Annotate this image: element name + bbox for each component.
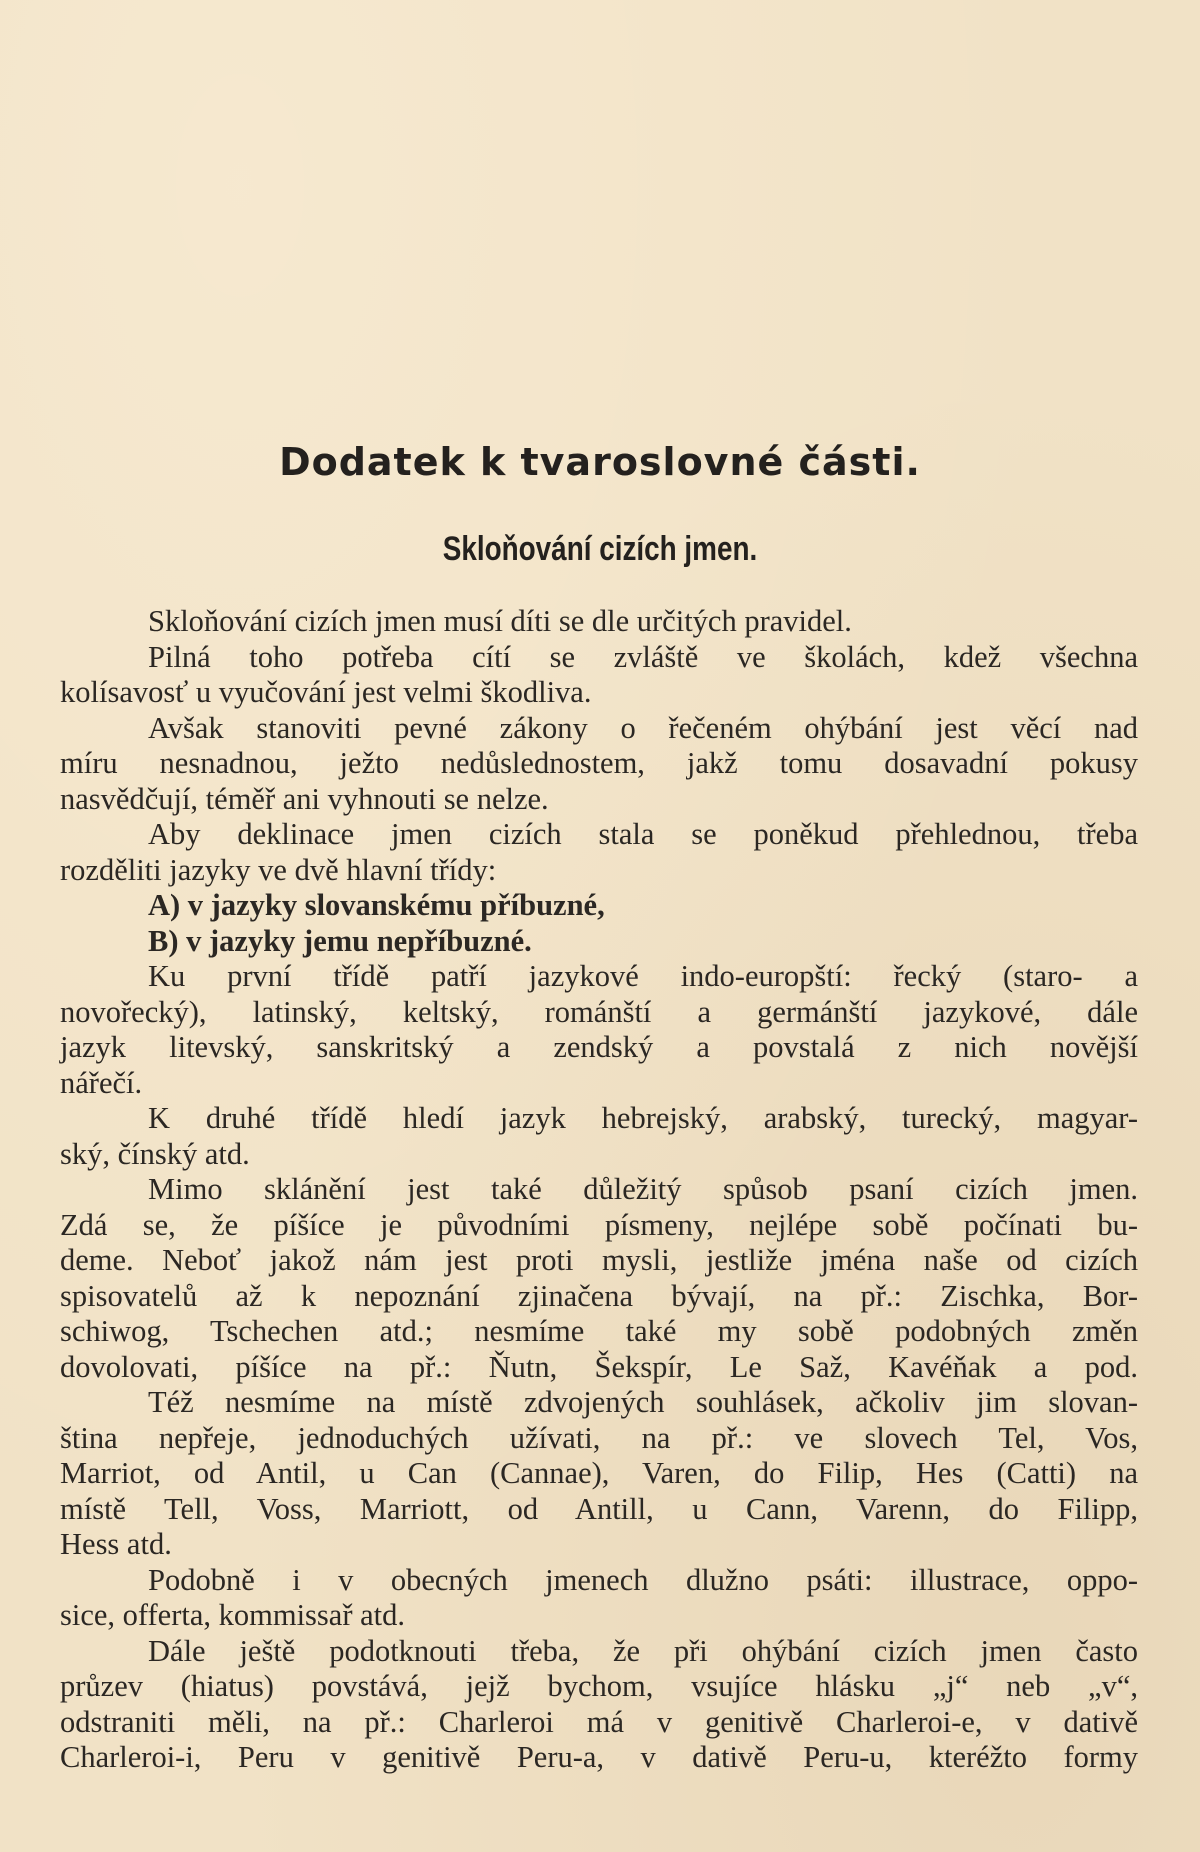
text-line: K druhé třídě hledí jazyk hebrejský, arabský, turecký, magyar- xyxy=(148,1101,1138,1135)
text-line: Ku první třídě patří jazykové indo-europští: řecký (staro- a xyxy=(148,959,1138,993)
text-line: ský, čínský atd. xyxy=(60,1136,250,1171)
text-line: novořecký), latinský, keltský, románští a germánští jazykové, dále xyxy=(60,994,1138,1029)
text-line: místě Tell, Voss, Marriott, od Antill, u Cann, Varenn, do Filipp, xyxy=(60,1491,1138,1526)
text-line: deme. Neboť jakož nám jest proti mysli, jestliže jména naše od cizích xyxy=(60,1243,1138,1277)
text-line: nářečí. xyxy=(60,1065,143,1100)
text-line: dovolovati, píšíce na př.: Ňutn, Šekspír, Le Saž, Kavéňak a pod. xyxy=(60,1349,1138,1384)
text-line: Skloňování cizích jmen musí díti se dle určitých pravidel. xyxy=(148,604,852,638)
text-line: Charleroi-i, Peru v genitivě Peru-a, v dativě Peru-u, kteréžto formy xyxy=(60,1740,1138,1774)
text-line: Zdá se, že píšíce je původními písmeny, nejlépe sobě počínati bu- xyxy=(60,1207,1138,1242)
text-line: rozděliti jazyky ve dvě hlavní třídy: xyxy=(60,852,497,887)
text-line: Mimo sklánění jest také důležitý spůsob psaní cizích jmen. xyxy=(148,1172,1138,1206)
text-line: Pilná toho potřeba cítí se zvláště ve školách, kdež všechna xyxy=(148,639,1138,674)
text-line: ština nepřeje, jednoduchých užívati, na př.: ve slovech Tel, Vos, xyxy=(60,1420,1138,1455)
text-line: nasvědčují, téměř ani vyhnouti se nelze. xyxy=(60,781,549,816)
text-line: Dále ještě podotknouti třeba, že při ohýbání cizích jmen často xyxy=(148,1633,1138,1668)
text-line: Avšak stanoviti pevné zákony o řečeném ohýbání jest věcí nad xyxy=(148,710,1138,745)
text-line: Marriot, od Antil, u Can (Cannae), Varen, do Filip, Hes (Catti) na xyxy=(60,1456,1138,1490)
text-line: Aby deklinace jmen cizích stala se poněkud přehlednou, třeba xyxy=(148,817,1138,851)
text-line: A) v jazyky slovanskému příbuzné, xyxy=(148,888,605,922)
text-line: schiwog, Tschechen atd.; nesmíme také my sobě podobných změn xyxy=(60,1314,1138,1348)
text-line: kolísavosť u vyučování jest velmi škodliva. xyxy=(60,675,592,709)
body-text xyxy=(60,604,1138,1776)
page-title: Dodatek k tvaroslovné části. xyxy=(279,440,921,484)
text-line: míru nesnadnou, ježto nedůslednostem, jakž tomu dosavadní pokusy xyxy=(60,746,1138,780)
text-line: B) v jazyky jemu nepříbuzné. xyxy=(148,923,532,958)
text-line: spisovatelů až k nepoznání zjinačena bývají, na př.: Zischka, Bor- xyxy=(60,1278,1138,1313)
text-line: Podobně i v obecných jmenech dlužno psáti: illustrace, oppo- xyxy=(148,1562,1138,1597)
text-line: odstraniti měli, na př.: Charleroi má v genitivě Charleroi-e, v dativě xyxy=(60,1704,1138,1739)
text-line: jazyk litevský, sanskritský a zendský a povstalá z nich novější xyxy=(60,1030,1138,1064)
text-line: Též nesmíme na místě zdvojených souhlásek, ačkoliv jim slovan- xyxy=(148,1385,1138,1419)
text-line: průzev (hiatus) povstává, jejž bychom, vsujíce hlásku „j“ neb „v“, xyxy=(60,1669,1138,1703)
section-title: Skloňování cizích jmen. xyxy=(442,530,758,568)
text-line: sice, offerta, kommissař atd. xyxy=(60,1598,406,1632)
text-line: Hess atd. xyxy=(60,1527,172,1561)
